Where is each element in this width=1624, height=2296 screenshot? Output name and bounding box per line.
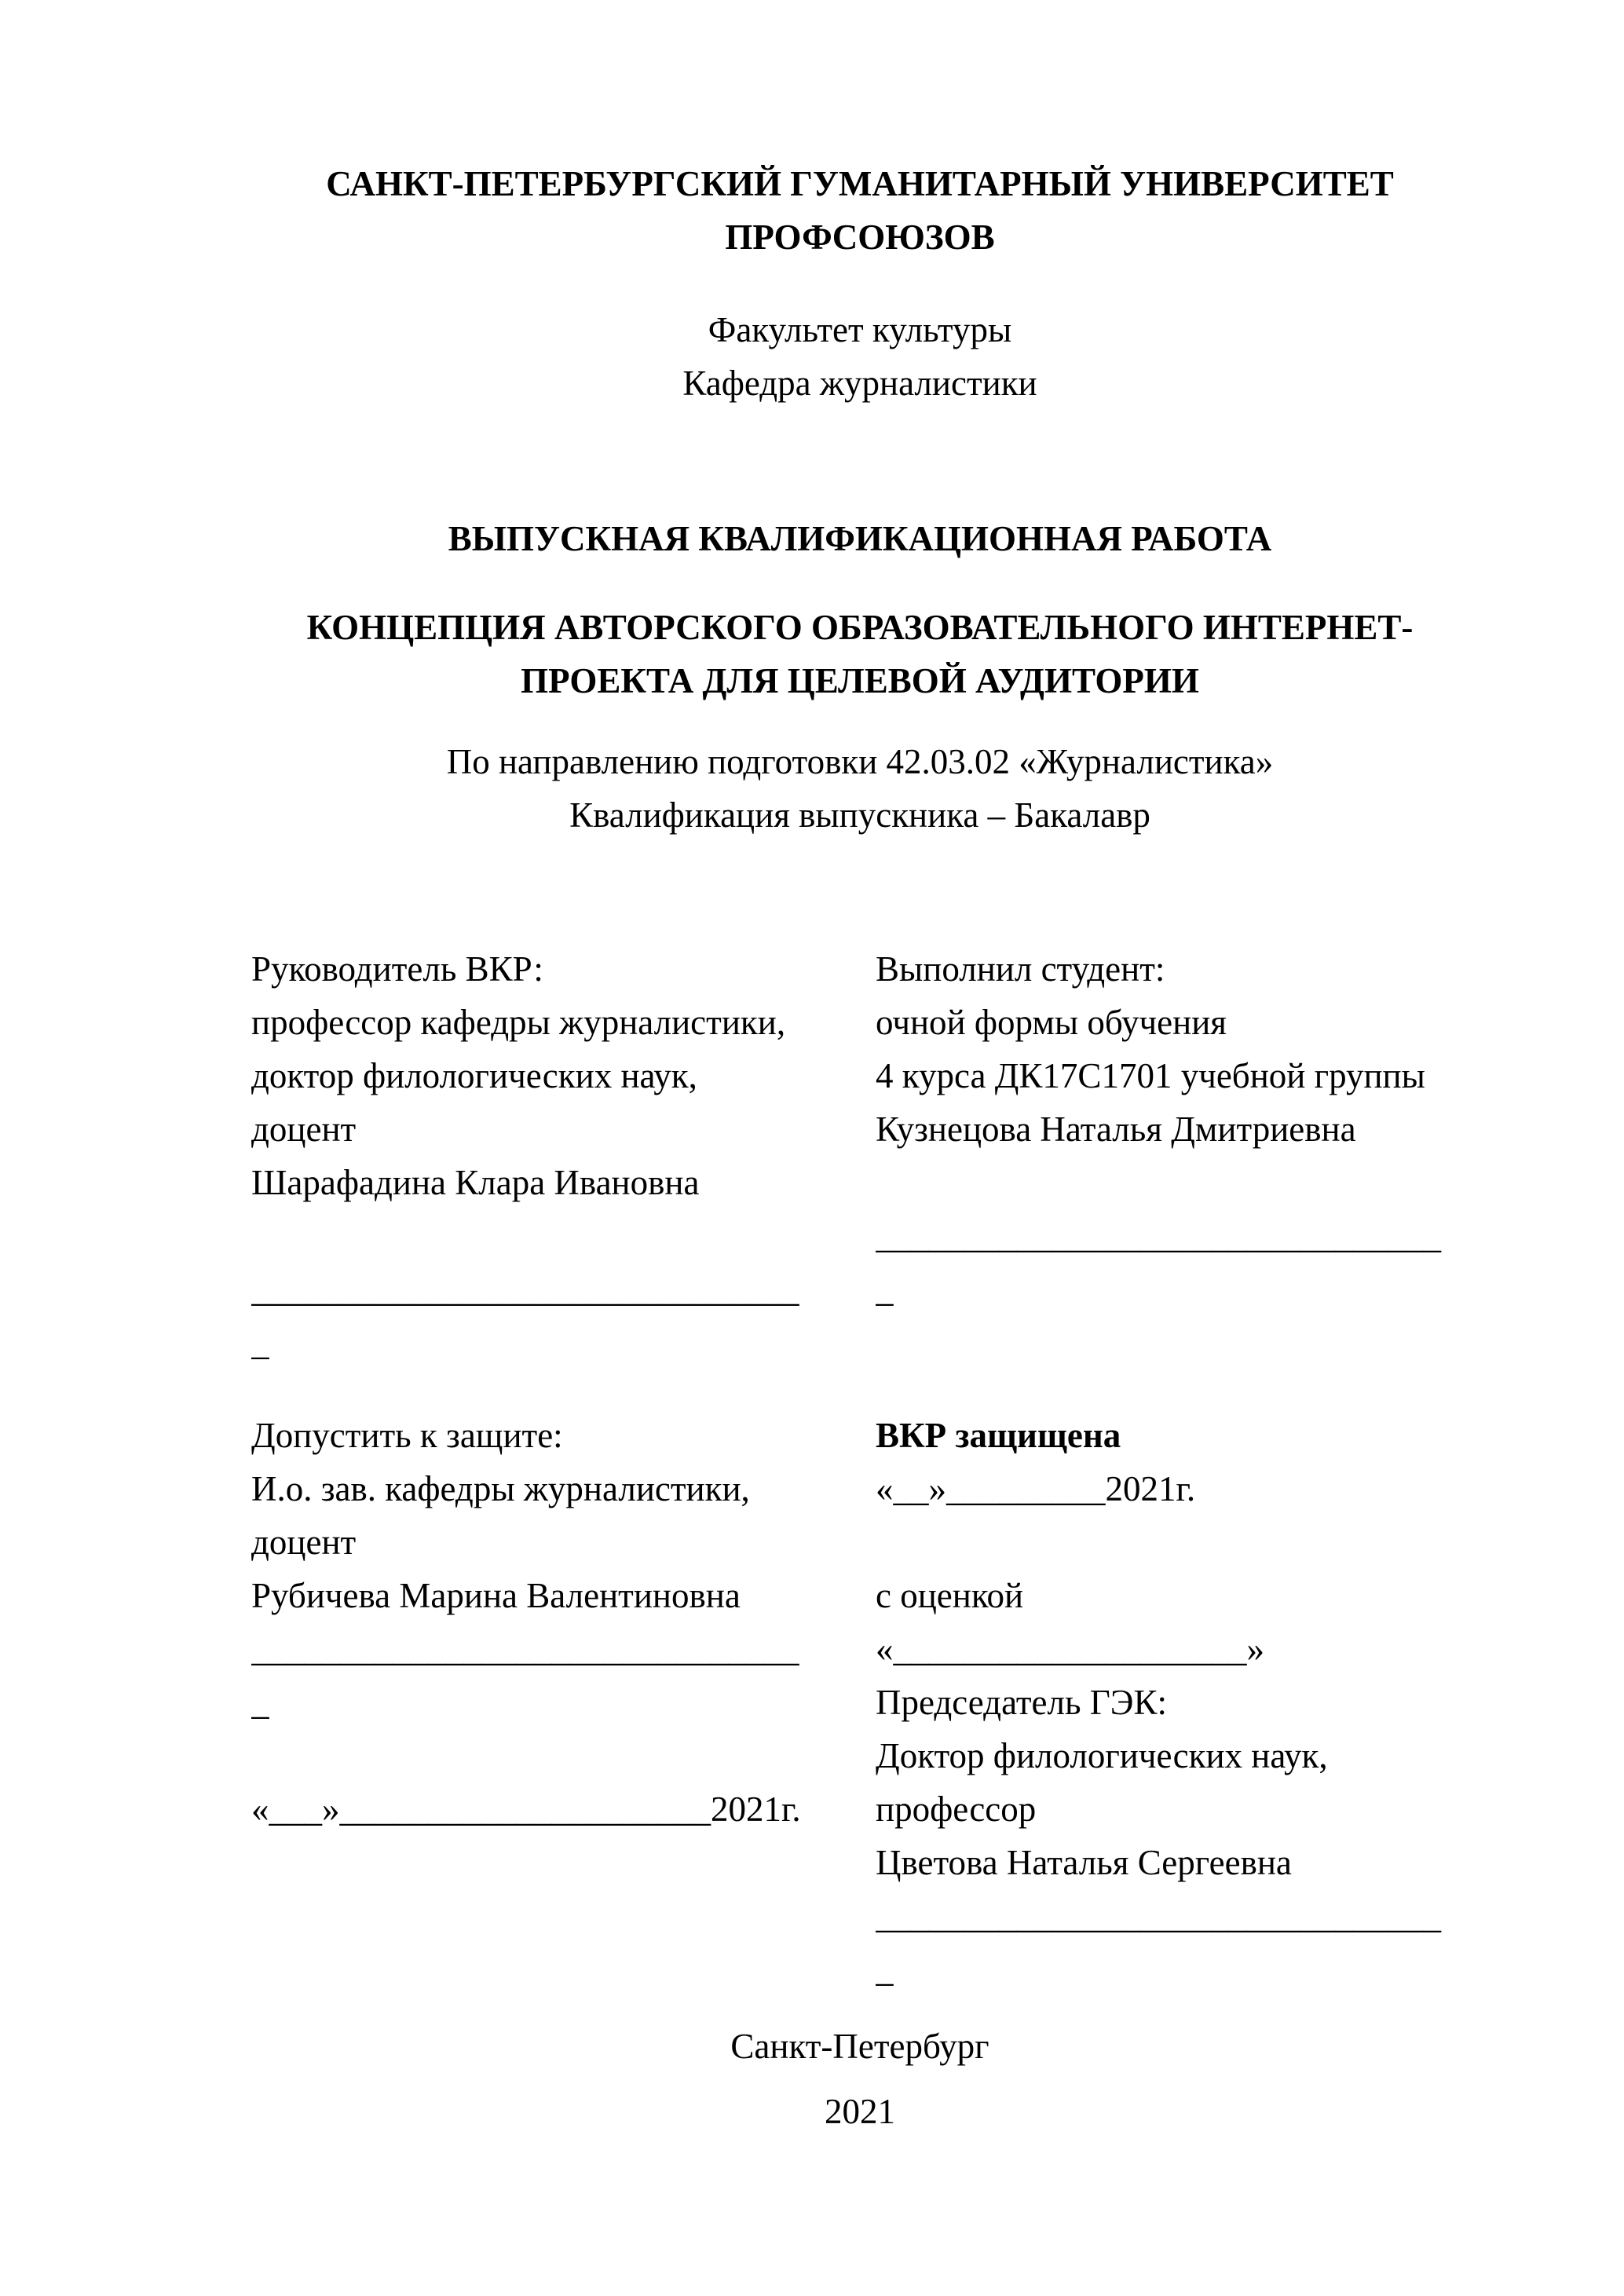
blank-line [876,1369,1469,1409]
footer [251,2020,1469,2138]
admission-date-line: «___»_____________________2021г. [251,1790,801,1829]
student-signature-line: ________________________________ [876,1216,1441,1256]
direction-line: По направлению подготовки 42.03.02 «Журналистика» [446,742,1274,781]
signatures-section [251,942,1469,1996]
supervisor-signature-wrap: _ [251,1323,269,1362]
blank-line [876,1156,1469,1209]
work-title: КОНЦЕПЦИЯ АВТОРСКОГО ОБРАЗОВАТЕЛЬНОГО ИНТЕРНЕТ-ПРОЕКТА ДЛЯ ЦЕЛЕВОЙ АУДИТОРИИ [306,608,1414,700]
blank-line [251,1729,832,1782]
supervisor-degree-line: доктор филологических наук, [251,1056,697,1095]
admission-signature-wrap: _ [251,1683,269,1722]
footer-city: Санкт-Петербург [730,2027,989,2066]
chair-signature-wrap: _ [876,1950,894,1989]
chair-signature-line: ________________________________ [876,1896,1441,1936]
grade-intro-line: с оценкой [876,1576,1024,1615]
supervisor-name-line: Шарафадина Клара Ивановна [251,1163,700,1202]
grade-blank-line: «____________________» [876,1629,1264,1669]
university-name: САНКТ-ПЕТЕРБУРГСКИЙ ГУМАНИТАРНЫЙ УНИВЕРСИТЕТ ПРОФСОЮЗОВ [326,164,1394,257]
defense-status-line: ВКР защищена [876,1416,1121,1455]
student-role-line: Выполнил студент: [876,949,1165,989]
qualification-line: Квалификация выпускника – Бакалавр [569,795,1150,835]
footer-year: 2021 [825,2092,895,2131]
defense-date-line: «__»_________2021г. [876,1469,1196,1508]
work-type-heading: ВЫПУСКНАЯ КВАЛИФИКАЦИОННАЯ РАБОТА [448,519,1272,558]
chair-heading-line: Председатель ГЭК: [876,1683,1167,1722]
admission-heading-line: Допустить к защите: [251,1416,563,1455]
supervisor-column [251,942,832,1996]
supervisor-position-line: профессор кафедры журналистики, [251,1003,786,1042]
student-form-line: очной формы обучения [876,1003,1227,1042]
supervisor-role-line: Руководитель ВКР: [251,949,543,989]
supervisor-rank-line: доцент [251,1110,357,1149]
blank-line [251,1369,832,1409]
department-line: Кафедра журналистики [682,364,1037,403]
faculty-line: Факультет культуры [708,310,1012,349]
chair-name-line: Цветова Наталья Сергеевна [876,1843,1292,1882]
student-column [876,942,1469,1996]
admission-rank-line: доцент [251,1523,357,1562]
blank-line [251,1209,832,1263]
student-group-line: 4 курса ДК17С1701 учебной группы [876,1056,1425,1095]
student-signature-wrap: _ [876,1270,894,1309]
supervisor-signature-line: _______________________________ [251,1270,799,1309]
student-name-line: Кузнецова Наталья Дмитриевна [876,1110,1356,1149]
chair-degree-line: Доктор филологических наук, [876,1736,1328,1775]
chair-rank-line: профессор [876,1790,1037,1829]
admission-name-line: Рубичева Марина Валентиновна [251,1576,741,1615]
blank-line [876,1515,1469,1569]
admission-signature-line: _______________________________ [251,1629,799,1669]
blank-line [876,1316,1469,1369]
admission-position-line: И.о. зав. кафедры журналистики, [251,1469,750,1508]
